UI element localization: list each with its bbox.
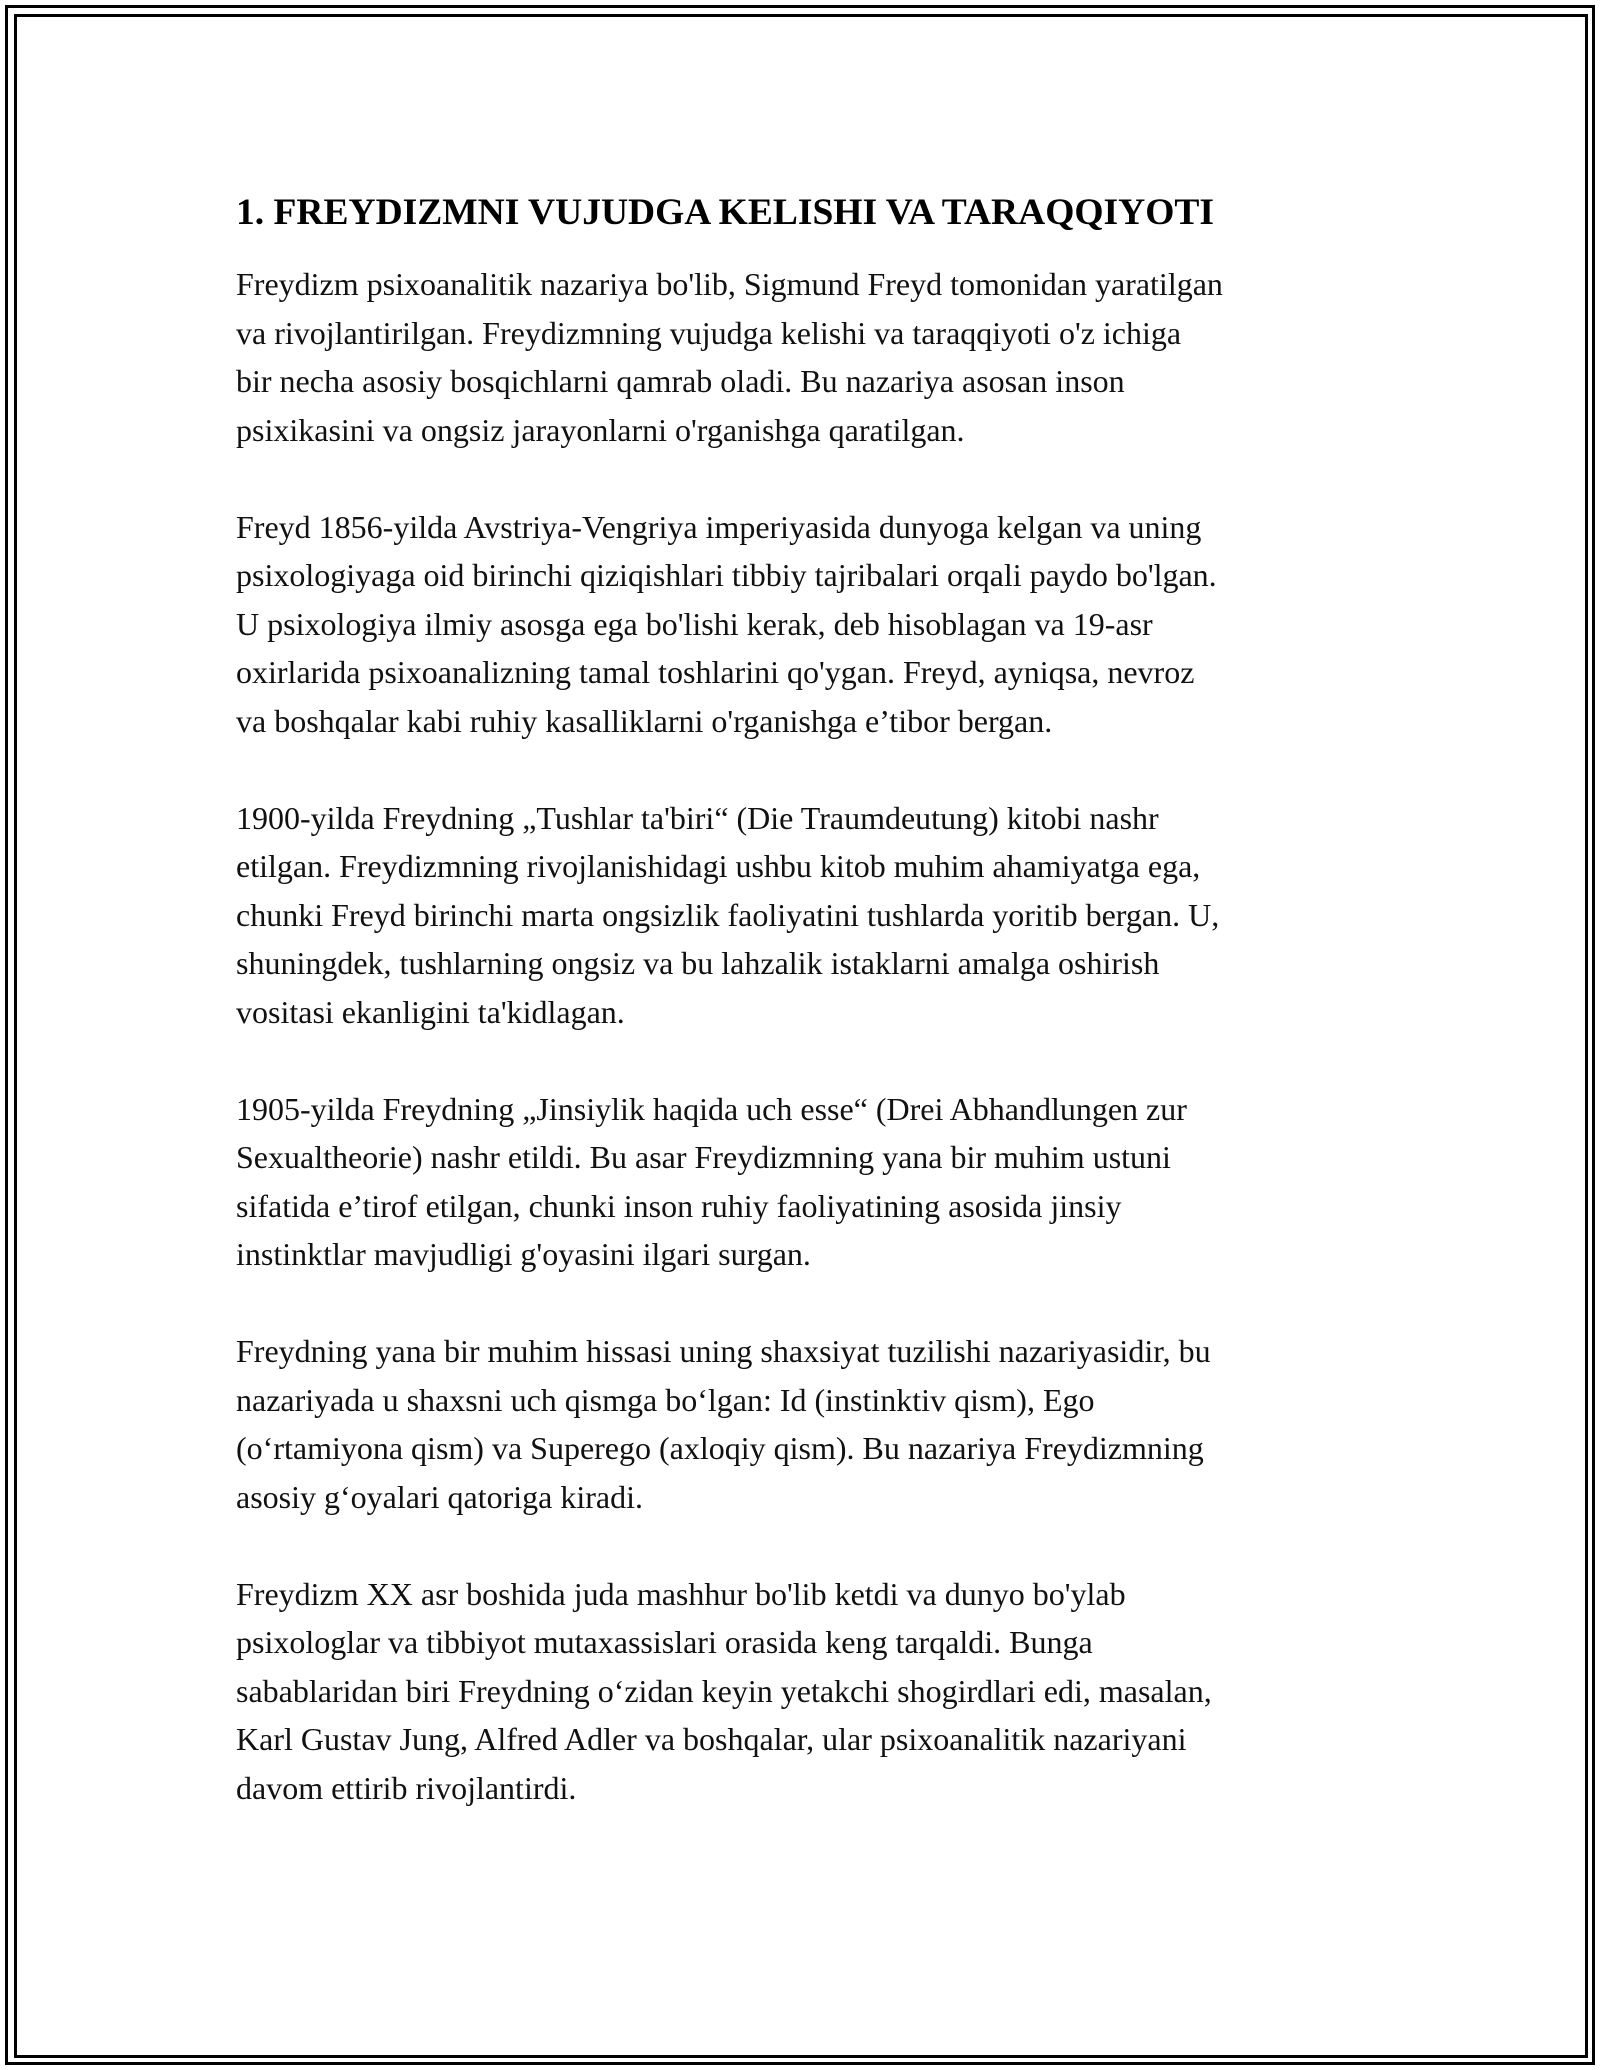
paragraph: [236, 1327, 1416, 1521]
paragraph-line: va rivojlantirilgan. Freydizmning vujudga kelishi va taraqqiyoti o'z ichiga: [236, 314, 1182, 351]
paragraph-line: va boshqalar kabi ruhiy kasalliklarni o'rganishga e’tibor bergan.: [236, 702, 1053, 739]
paragraph-line: psixologiyaga oid birinchi qiziqishlari tibbiy tajribalari orqali paydo bo'lgan.: [236, 557, 1217, 593]
paragraph: [236, 1570, 1416, 1813]
document-body: [236, 188, 1416, 1861]
paragraph-line: Freydizm XX asr boshida juda mashhur bo'lib ketdi va dunyo bo'ylab: [236, 1575, 1126, 1612]
paragraph-line: psixikasini va ongsiz jarayonlarni o'rganishga qaratilgan.: [236, 411, 965, 448]
paragraph-line: vositasi ekanligini ta'kidlagan.: [236, 993, 625, 1030]
paragraph-line: U psixologiya ilmiy asosga ega bo'lishi kerak, deb hisoblagan va 19-asr: [236, 605, 1153, 642]
paragraph-list: [236, 260, 1416, 1812]
paragraph-line: Karl Gustav Jung, Alfred Adler va boshqalar, ular psixoanalitik nazariyani: [236, 1721, 1187, 1757]
paragraph-line: shuningdek, tushlarning ongsiz va bu lahzalik istaklarni amalga oshirish: [236, 945, 1160, 981]
paragraph-line: Sexualtheorie) nashr etildi. Bu asar Freydizmning yana bir muhim ustuni: [236, 1139, 1171, 1175]
paragraph: [236, 794, 1416, 1037]
paragraph-line: bir necha asosiy bosqichlarni qamrab oladi. Bu nazariya asosan inson: [236, 363, 1125, 399]
page-title: 1. FREYDIZMNI VUJUDGA KELISHI VA TARAQQIYOTI: [236, 192, 1214, 233]
paragraph-line: oxirlarida psixoanalizning tamal toshlarini qo'ygan. Freyd, ayniqsa, nevroz: [236, 654, 1195, 690]
paragraph: [236, 260, 1416, 454]
paragraph-line: Freyd 1856-yilda Avstriya-Vengriya imperiyasida dunyoga kelgan va uning: [236, 508, 1202, 545]
paragraph-line: Freydning yana bir muhim hissasi uning shaxsiyat tuzilishi nazariyasidir, bu: [236, 1333, 1211, 1369]
paragraph-line: (o‘rtamiyona qism) va Superego (axloqiy qism). Bu nazariya Freydizmning: [236, 1430, 1204, 1466]
paragraph-line: Freydizm psixoanalitik nazariya bo'lib, Sigmund Freyd tomonidan yaratilgan: [236, 266, 1223, 302]
paragraph-line: davom ettirib rivojlantirdi.: [236, 1769, 577, 1806]
paragraph: [236, 503, 1416, 746]
paragraph-line: sabablaridan biri Freydning o‘zidan keyin yetakchi shogirdlari edi, masalan,: [236, 1672, 1212, 1709]
paragraph-line: etilgan. Freydizmning rivojlanishidagi ushbu kitob muhim ahamiyatga ega,: [236, 848, 1201, 884]
paragraph-line: chunki Freyd birinchi marta ongsizlik faoliyatini tushlarda yoritib bergan. U,: [236, 896, 1220, 933]
paragraph: [236, 1085, 1416, 1279]
paragraph-line: nazariyada u shaxsni uch qismga bo‘lgan: Id (instinktiv qism), Ego: [236, 1381, 1095, 1418]
paragraph-line: psixologlar va tibbiyot mutaxassislari orasida keng tarqaldi. Bunga: [236, 1624, 1093, 1660]
paragraph-line: 1900-yilda Freydning „Tushlar ta'biri“ (Die Traumdeutung) kitobi nashr: [236, 799, 1159, 836]
paragraph-line: 1905-yilda Freydning „Jinsiylik haqida uch esse“ (Drei Abhandlungen zur: [236, 1090, 1187, 1127]
paragraph-line: instinktlar mavjudligi g'oyasini ilgari surgan.: [236, 1236, 811, 1272]
paragraph-line: asosiy g‘oyalari qatoriga kiradi.: [236, 1478, 643, 1515]
paragraph-line: sifatida e’tirof etilgan, chunki inson ruhiy faoliyatining asosida jinsiy: [236, 1187, 1122, 1224]
